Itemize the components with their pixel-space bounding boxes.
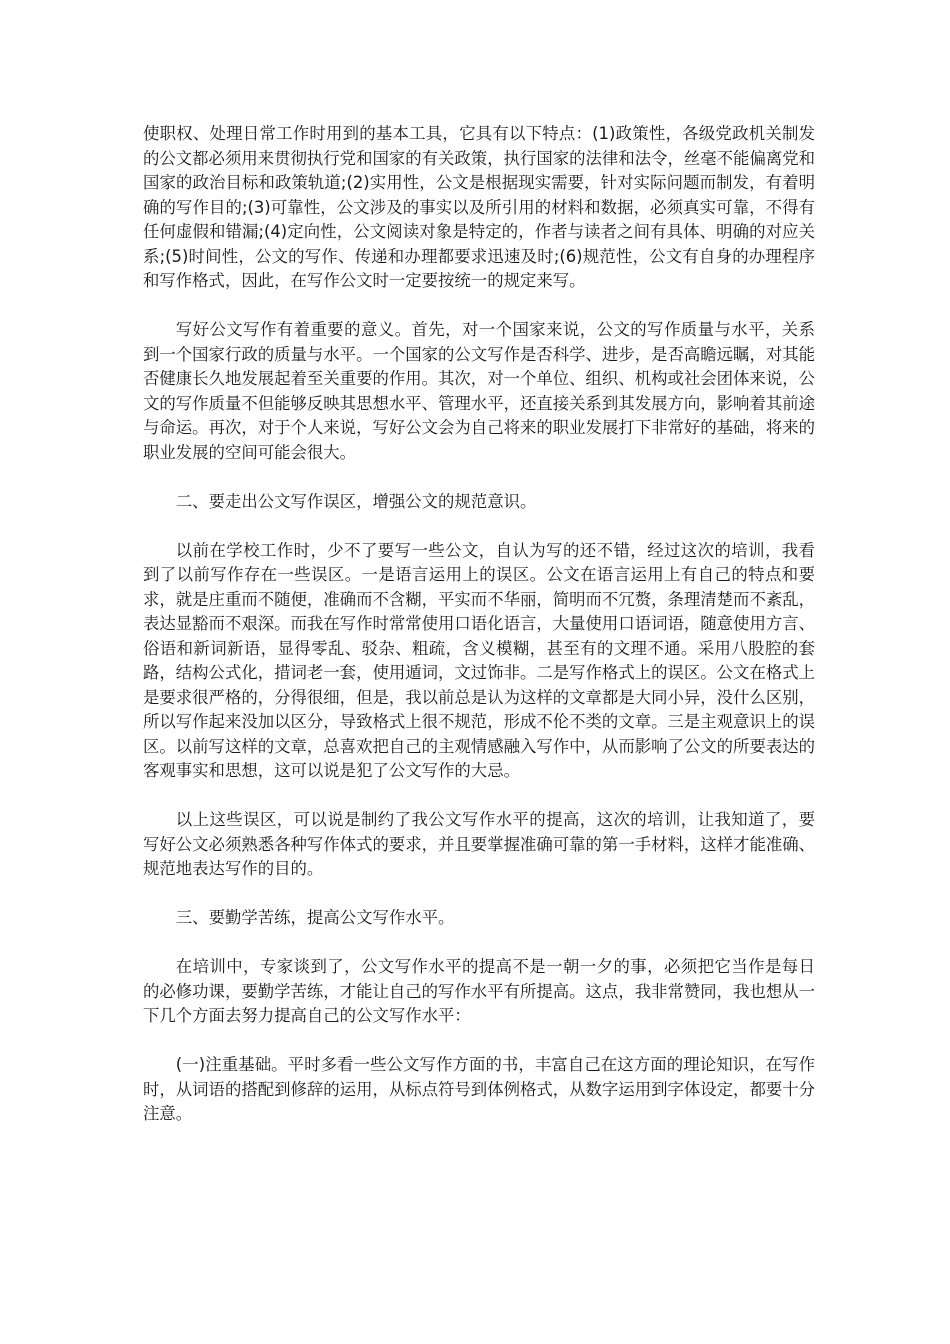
paragraph-misconceptions: 以前在学校工作时，少不了要写一些公文，自认为写的还不错，经过这次的培训，我看到了以前写作存在一些误区。一是语言运用上的误区。公文在语言运用上有自己的特点和要求，就是庄重而不随便，准确而不含糊，平实而不华丽，简明而不冗赘，条理清楚而不紊乱，表达显豁而不艰深。而我在写作时常常使用口语化语言，大量使用口语词语，随意使用方言、俗语和新词新语，显得零乱、驳杂、粗疏，含义模糊，甚至有的文理不通。采用八股腔的套路，结构公式化，措词老一套，使用遁词，文过饰非。二是写作格式上的误区。公文在格式上是要求很严格的，分得很细，但是，我以前总是认为这样的文章都是大同小异，没什么区别，所以写作起来没加以区分，导致格式上很不规范，形成不伦不类的文章。三是主观意识上的误区。以前写这样的文章，总喜欢把自己的主观情感融入写作中，从而影响了公文的所要表达的客观事实和思想，这可以说是犯了公文写作的大忌。 [143, 540, 816, 780]
section-heading-two: 二、要走出公文写作误区，增强公文的规范意识。 [175, 491, 537, 511]
paragraph-misconceptions-summary: 以上这些误区，可以说是制约了我公文写作水平的提高，这次的培训，让我知道了，要写好公文必须熟悉各种写作体式的要求，并且要掌握准确可靠的第一手材料，这样才能准确、规范地表达写作的目的。 [143, 810, 816, 878]
paragraph-basics: (一)注重基础。平时多看一些公文写作方面的书，丰富自己在这方面的理论知识，在写作时，从词语的搭配到修辞的运用，从标点符号到体例格式，从数字运用到字体设定，都要十分注意。 [143, 1055, 816, 1123]
paragraph-practice: 在培训中，专家谈到了，公文写作水平的提高不是一朝一夕的事，必须把它当作是每日的必修功课，要勤学苦练，才能让自己的写作水平有所提高。这点，我非常赞同，我也想从一下几个方面去努力提高自己的公文写作水平： [143, 957, 816, 1025]
section-heading-three: 三、要勤学苦练，提高公文写作水平。 [175, 908, 455, 927]
document-page [143, 122, 815, 1127]
paragraph-importance: 写好公文写作有着重要的意义。首先，对一个国家来说，公文的写作质量与水平，关系到一个国家行政的质量与水平。一个国家的公文写作是否科学、进步，是否高瞻远瞩，对其能否健康长久地发展起着至关重要的作用。其次，对一个单位、组织、机构或社会团体来说，公文的写作质量不但能够反映其思想水平、管理水平，还直接关系到其发展方向，影响着其前途与命运。再次，对于个人来说，写好公文会为自己将来的职业发展打下非常好的基础，将来的职业发展的空间可能会很大。 [143, 320, 816, 462]
paragraph-document-features: 使职权、处理日常工作时用到的基本工具，它具有以下特点：(1)政策性，各级党政机关制发的公文都必须用来贯彻执行党和国家的有关政策，执行国家的法律和法令，丝毫不能偏离党和国家的政治目标和政策轨道;(2)实用性，公文是根据现实需要，针对实际问题而制发，有着明确的写作目的;(3)可靠性，公文涉及的事实以及所引用的材料和数据，必须真实可靠，不得有任何虚假和错漏;(4)定向性，公文阅读对象是特定的，作者与读者之间有具体、明确的对应关系;(5)时间性，公文的写作、传递和办理都要求迅速及时;(6)规范性，公文有自身的办理程序和写作格式，因此，在写作公文时一定要按统一的规定来写。 [143, 124, 816, 290]
